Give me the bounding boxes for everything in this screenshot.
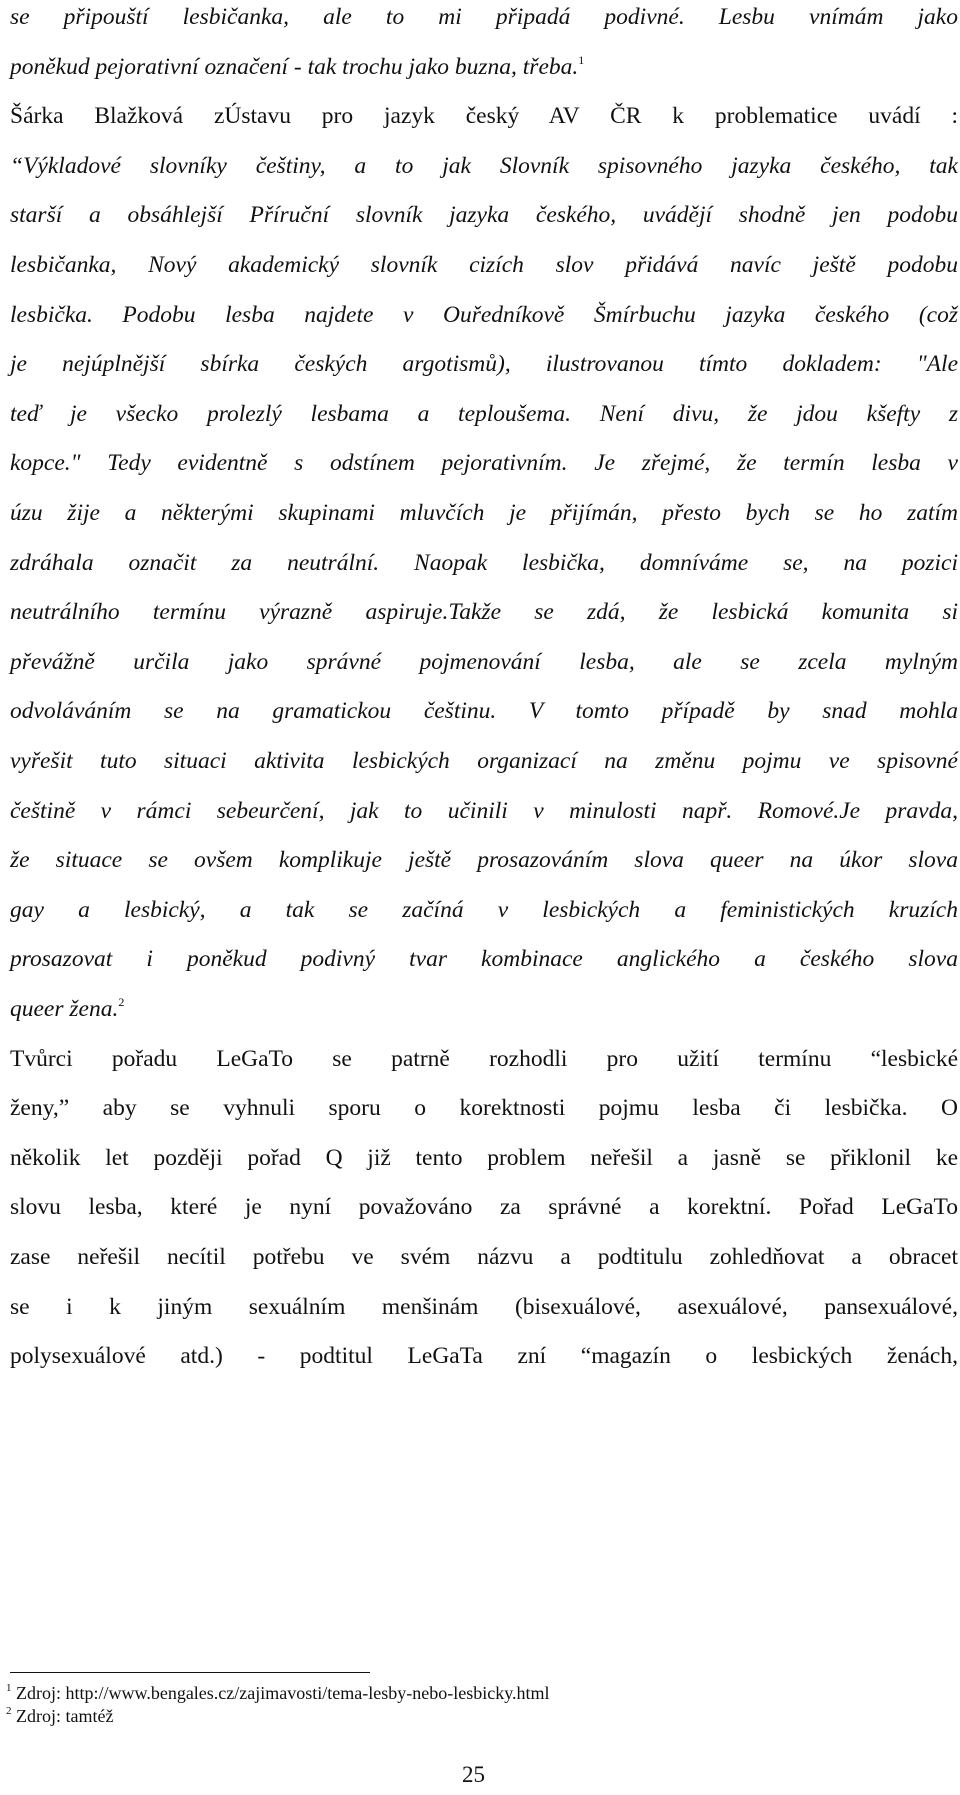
footnote-1-number: 1: [6, 1682, 12, 1694]
footnote-2-number: 2: [6, 1705, 12, 1717]
text-line-content: Tvůrci pořadu LeGaTo se patrně rozhodli pro užití termínu “lesbické: [10, 1045, 958, 1072]
text-line-content: gay a lesbický, a tak se začíná v lesbických a feministických kruzích: [10, 896, 958, 923]
footnote-1: [6, 1683, 550, 1704]
text-line-content: je nejúplnější sbírka českých argotismů), ilustrovanou tímto dokladem: "Ale: [10, 351, 958, 378]
text-line: [10, 1294, 958, 1321]
text-line: [10, 1244, 958, 1271]
text-line-content: poněkud pejorativní označení - tak trochu jako buzna, třeba.: [10, 53, 579, 80]
text-line: [10, 798, 958, 825]
text-line: [10, 996, 958, 1023]
text-line-content: se i k jiným sexuálním menšinám (bisexuálové, asexuálové, pansexuálové,: [10, 1293, 958, 1320]
text-line-content: převážně určila jako správné pojmenování lesba, ale se zcela mylným: [10, 648, 958, 675]
text-line-content: starší a obsáhlejší Příruční slovník jazyka českého, uvádějí shodně jen podobu: [10, 202, 958, 229]
text-line: [10, 1145, 958, 1172]
text-line: [10, 550, 958, 577]
text-line: [10, 103, 958, 130]
text-line: [10, 54, 958, 81]
text-line: [10, 698, 958, 725]
text-line-content: úzu žije a některými skupinami mluvčích je přijímán, přesto bych se ho zatím: [10, 500, 958, 526]
text-line: [10, 500, 958, 527]
text-line-content: “Výkladové slovníky češtiny, a to jak Slovník spisovného jazyka českého, tak: [10, 152, 958, 179]
text-line: [10, 450, 958, 477]
page-number: 25: [462, 1762, 485, 1787]
footnote-1-text: Zdroj: http://www.bengales.cz/zajimavosti/tema-lesby-nebo-lesbicky.html: [16, 1683, 550, 1703]
footnote-ref: 2: [118, 995, 125, 1009]
text-line: [10, 1194, 958, 1221]
text-line: [10, 946, 958, 973]
text-line: [10, 748, 958, 775]
text-line: [10, 202, 958, 229]
footnote-2-text: Zdroj: tamtéž: [16, 1706, 114, 1726]
text-line: [10, 252, 958, 279]
text-line: [10, 4, 958, 31]
text-line: [10, 401, 958, 428]
footnote-2: [6, 1706, 113, 1727]
text-line-content: několik let později pořad Q již tento problem neřešil a jasně se přiklonil ke: [10, 1144, 958, 1171]
text-line-content: že situace se ovšem komplikuje ještě prosazováním slova queer na úkor slova: [10, 847, 958, 874]
text-line-content: neutrálního termínu výrazně aspiruje.Takže se zdá, že lesbická komunita si: [10, 599, 958, 626]
text-line-content: Šárka Blažková zÚstavu pro jazyk český AV ČR k problematice uvádí :: [10, 103, 958, 130]
text-line-content: zdráhala označit za neutrální. Naopak lesbička, domníváme se, na pozici: [10, 549, 958, 576]
text-line: [10, 1046, 958, 1073]
text-line: [10, 1343, 958, 1370]
text-line-content: lesbičanka, Nový akademický slovník cizích slov přidává navíc ještě podobu: [10, 252, 958, 278]
text-line-content: prosazovat i poněkud podivný tvar kombinace anglického a českého slova: [10, 946, 958, 973]
text-line-content: slovu lesba, které je nyní považováno za správné a korektní. Pořad LeGaTo: [10, 1194, 958, 1221]
text-line-content: polysexuálové atd.) - podtitul LeGaTa zní “magazín o lesbických ženách,: [10, 1343, 958, 1370]
text-line: [10, 649, 958, 676]
text-line: [10, 599, 958, 626]
text-line: [10, 302, 958, 329]
text-line-content: odvoláváním se na gramatickou češtinu. V tomto případě by snad mohla: [10, 698, 958, 725]
text-line: [10, 1095, 958, 1122]
text-line: [10, 897, 958, 924]
text-line-content: se připouští lesbičanka, ale to mi připadá podivné. Lesbu vnímám jako: [10, 4, 958, 30]
text-line: [10, 351, 958, 378]
text-line-content: queer žena.: [10, 996, 119, 1022]
text-line-content: zase neřešil necítil potřebu ve svém názvu a podtitulu zohledňovat a obracet: [10, 1244, 958, 1270]
text-line-content: češtině v rámci sebeurčení, jak to učinili v minulosti např. Romové.Je pravda,: [10, 797, 958, 824]
text-line-content: vyřešit tuto situaci aktivita lesbických organizací na změnu pojmu ve spisovné: [10, 748, 958, 774]
text-line-content: ženy,” aby se vyhnuli sporu o korektnosti pojmu lesba či lesbička. O: [10, 1095, 958, 1122]
text-line: [10, 153, 958, 180]
text-line-content: lesbička. Podobu lesba najdete v Ouředníkově Šmírbuchu jazyka českého (což: [10, 301, 958, 328]
footnote-separator: [10, 1672, 370, 1673]
text-line-content: kopce." Tedy evidentně s odstínem pejorativním. Je zřejmé, že termín lesba v: [10, 450, 958, 477]
text-line-content: teď je všecko prolezlý lesbama a teploušema. Není divu, že jdou kšefty z: [10, 400, 958, 427]
footnote-ref: 1: [578, 52, 585, 67]
text-line: [10, 847, 958, 874]
